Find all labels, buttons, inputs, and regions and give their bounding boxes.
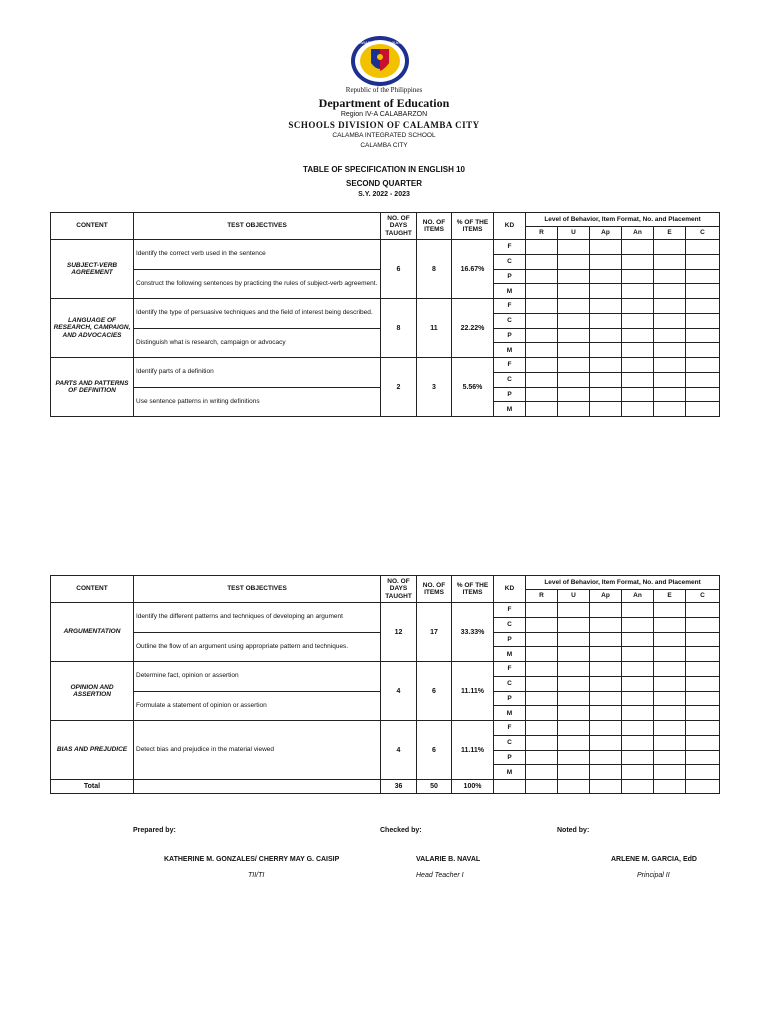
noted-by-name: ARLENE M. GARCIA, EdD xyxy=(611,856,697,863)
level-cell xyxy=(526,647,558,662)
level-cell xyxy=(590,387,622,402)
level-cell xyxy=(654,254,686,269)
region-line: Region IV-A CALABARZON xyxy=(340,111,428,118)
kd-code: P xyxy=(494,328,526,343)
level-cell xyxy=(526,328,558,343)
level-cell xyxy=(622,372,654,387)
level-header-e: E xyxy=(654,590,686,603)
level-cell xyxy=(654,343,686,358)
total-empty-cell xyxy=(558,780,590,794)
level-cell xyxy=(558,343,590,358)
level-cell xyxy=(686,735,720,750)
table-row xyxy=(51,358,720,373)
items-value: 6 xyxy=(417,662,452,721)
kd-code: M xyxy=(494,343,526,358)
items-value: 8 xyxy=(417,240,452,299)
test-objective: Determine fact, opinion or assertion xyxy=(134,662,381,692)
level-cell xyxy=(558,706,590,721)
level-cell xyxy=(622,721,654,736)
level-cell xyxy=(622,691,654,706)
document-title: TABLE OF SPECIFICATION IN ENGLISH 10 xyxy=(303,165,465,174)
level-cell xyxy=(558,617,590,632)
column-header-kd: KD xyxy=(494,213,526,240)
level-cell xyxy=(590,617,622,632)
prepared-by-title: TII/TI xyxy=(248,872,265,879)
kd-code: F xyxy=(494,721,526,736)
kd-code: C xyxy=(494,735,526,750)
level-cell xyxy=(558,721,590,736)
items-value: 3 xyxy=(417,358,452,417)
level-cell xyxy=(558,765,590,780)
test-objective: Detect bias and prejudice in the material viewed xyxy=(134,721,381,780)
level-cell xyxy=(526,662,558,677)
level-cell xyxy=(526,765,558,780)
total-empty-cell xyxy=(526,780,558,794)
total-label: Total xyxy=(51,780,134,794)
level-cell xyxy=(654,676,686,691)
level-cell xyxy=(654,721,686,736)
column-header-level: Level of Behavior, Item Format, No. and Placement xyxy=(526,213,720,227)
content-topic: OPINION AND ASSERTION xyxy=(51,662,134,721)
level-cell xyxy=(654,240,686,255)
level-header-u: U xyxy=(558,227,590,240)
level-cell xyxy=(622,750,654,765)
level-cell xyxy=(686,387,720,402)
kd-code: F xyxy=(494,358,526,373)
days-taught-value: 4 xyxy=(381,721,417,780)
table-row xyxy=(51,299,720,314)
level-cell xyxy=(686,372,720,387)
column-header-objectives: TEST OBJECTIVES xyxy=(134,576,381,603)
level-cell xyxy=(686,358,720,373)
level-cell xyxy=(622,706,654,721)
level-cell xyxy=(590,721,622,736)
table-row xyxy=(51,603,720,618)
column-header-content: CONTENT xyxy=(51,576,134,603)
level-cell xyxy=(686,706,720,721)
items-value: 11 xyxy=(417,299,452,358)
level-cell xyxy=(686,269,720,284)
total-empty-cell xyxy=(590,780,622,794)
checked-by-title: Head Teacher I xyxy=(416,872,464,879)
svg-text:KAGAWARAN NG EDUKASYON: KAGAWARAN NG EDUKASYON xyxy=(350,40,410,45)
level-cell xyxy=(590,269,622,284)
level-header-c: C xyxy=(686,227,720,240)
level-cell xyxy=(654,603,686,618)
level-cell xyxy=(558,313,590,328)
level-cell xyxy=(526,691,558,706)
level-cell xyxy=(622,647,654,662)
level-cell xyxy=(686,603,720,618)
level-cell xyxy=(590,765,622,780)
content-topic: PARTS AND PATTERNS OF DEFINITION xyxy=(51,358,134,417)
level-cell xyxy=(558,676,590,691)
column-header-objectives: TEST OBJECTIVES xyxy=(134,213,381,240)
test-objective: Distinguish what is research, campaign or advocacy xyxy=(134,328,381,358)
prepared-by-name: KATHERINE M. GONZALES/ CHERRY MAY G. CAISIP xyxy=(164,856,340,863)
level-header-ap: Ap xyxy=(590,227,622,240)
level-cell xyxy=(654,328,686,343)
level-cell xyxy=(558,299,590,314)
column-header-days: NO. OF DAYS TAUGHT xyxy=(381,576,417,603)
content-topic: ARGUMENTATION xyxy=(51,603,134,662)
kd-code: M xyxy=(494,402,526,417)
days-taught-value: 4 xyxy=(381,662,417,721)
level-cell xyxy=(558,254,590,269)
quarter-line: SECOND QUARTER xyxy=(345,179,422,188)
level-cell xyxy=(654,402,686,417)
level-cell xyxy=(526,617,558,632)
prepared-by-label: Prepared by: xyxy=(133,827,176,834)
kd-code: C xyxy=(494,617,526,632)
level-cell xyxy=(686,647,720,662)
specification-table-1 xyxy=(50,212,720,417)
level-cell xyxy=(590,402,622,417)
level-cell xyxy=(526,721,558,736)
level-cell xyxy=(622,662,654,677)
kd-code: M xyxy=(494,647,526,662)
level-cell xyxy=(622,387,654,402)
republic-line: Republic of the Philippines xyxy=(345,86,423,94)
level-cell xyxy=(686,750,720,765)
level-cell xyxy=(622,358,654,373)
specification-table-2 xyxy=(50,575,720,794)
column-header-items: NO. OF ITEMS xyxy=(417,213,452,240)
table-row xyxy=(51,721,720,736)
total-empty-cell xyxy=(494,780,526,794)
items-value: 6 xyxy=(417,721,452,780)
level-cell xyxy=(622,343,654,358)
kd-code: P xyxy=(494,632,526,647)
level-cell xyxy=(590,343,622,358)
level-cell xyxy=(526,313,558,328)
level-cell xyxy=(558,240,590,255)
level-cell xyxy=(590,313,622,328)
total-empty-cell xyxy=(622,780,654,794)
level-cell xyxy=(654,617,686,632)
total-days: 36 xyxy=(381,780,417,794)
level-cell xyxy=(558,284,590,299)
level-cell xyxy=(590,691,622,706)
level-cell xyxy=(622,603,654,618)
level-cell xyxy=(622,269,654,284)
level-header-e: E xyxy=(654,227,686,240)
level-cell xyxy=(622,617,654,632)
table-row xyxy=(51,662,720,677)
kd-code: C xyxy=(494,676,526,691)
test-objective: Identify the correct verb used in the sentence xyxy=(134,240,381,270)
level-header-an: An xyxy=(622,590,654,603)
checked-by-name: VALARIE B. NAVAL xyxy=(416,856,481,863)
level-cell xyxy=(654,765,686,780)
level-cell xyxy=(686,662,720,677)
column-header-content: CONTENT xyxy=(51,213,134,240)
deped-seal-icon xyxy=(349,35,411,87)
column-header-percent: % OF THE ITEMS xyxy=(452,213,494,240)
level-cell xyxy=(622,299,654,314)
level-cell xyxy=(558,269,590,284)
level-cell xyxy=(686,632,720,647)
division-line: SCHOOLS DIVISION OF CALAMBA CITY xyxy=(288,120,480,130)
kd-code: P xyxy=(494,691,526,706)
level-cell xyxy=(526,632,558,647)
level-header-an: An xyxy=(622,227,654,240)
level-cell xyxy=(686,617,720,632)
level-cell xyxy=(526,254,558,269)
noted-by-title: Principal II xyxy=(637,872,670,879)
percent-value: 16.67% xyxy=(452,240,494,299)
level-header-c: C xyxy=(686,590,720,603)
percent-value: 11.11% xyxy=(452,662,494,721)
level-cell xyxy=(654,691,686,706)
level-cell xyxy=(654,269,686,284)
level-cell xyxy=(686,284,720,299)
total-objective-cell xyxy=(134,780,381,794)
days-taught-value: 12 xyxy=(381,603,417,662)
kd-code: F xyxy=(494,662,526,677)
level-cell xyxy=(558,603,590,618)
level-cell xyxy=(686,328,720,343)
level-cell xyxy=(654,299,686,314)
level-cell xyxy=(590,647,622,662)
level-cell xyxy=(590,372,622,387)
test-objective: Use sentence patterns in writing definitions xyxy=(134,387,381,417)
column-header-days: NO. OF DAYS TAUGHT xyxy=(381,213,417,240)
kd-code: P xyxy=(494,269,526,284)
school-line: CALAMBA INTEGRATED SCHOOL xyxy=(332,132,436,139)
table-row xyxy=(51,240,720,255)
kd-code: F xyxy=(494,240,526,255)
content-topic: SUBJECT-VERB AGREEMENT xyxy=(51,240,134,299)
level-cell xyxy=(526,358,558,373)
column-header-items: NO. OF ITEMS xyxy=(417,576,452,603)
level-header-r: R xyxy=(526,227,558,240)
test-objective: Identify the type of persuasive techniques and the field of interest being described. xyxy=(134,299,381,329)
level-cell xyxy=(622,735,654,750)
level-cell xyxy=(654,632,686,647)
content-topic: BIAS AND PREJUDICE xyxy=(51,721,134,780)
level-cell xyxy=(686,240,720,255)
total-empty-cell xyxy=(654,780,686,794)
level-cell xyxy=(526,706,558,721)
days-taught-value: 8 xyxy=(381,299,417,358)
items-value: 17 xyxy=(417,603,452,662)
level-cell xyxy=(654,358,686,373)
level-cell xyxy=(526,299,558,314)
noted-by-label: Noted by: xyxy=(557,827,590,834)
total-empty-cell xyxy=(686,780,720,794)
level-cell xyxy=(622,240,654,255)
level-cell xyxy=(590,240,622,255)
level-cell xyxy=(686,691,720,706)
percent-value: 11.11% xyxy=(452,721,494,780)
total-percent: 100% xyxy=(452,780,494,794)
column-header-kd: KD xyxy=(494,576,526,603)
level-cell xyxy=(558,328,590,343)
level-cell xyxy=(558,662,590,677)
level-cell xyxy=(654,706,686,721)
kd-code: P xyxy=(494,387,526,402)
total-row xyxy=(51,780,720,794)
level-cell xyxy=(590,254,622,269)
level-cell xyxy=(686,721,720,736)
level-cell xyxy=(622,632,654,647)
level-cell xyxy=(558,750,590,765)
level-cell xyxy=(590,632,622,647)
checked-by-label: Checked by: xyxy=(380,827,422,834)
kd-code: C xyxy=(494,254,526,269)
total-items: 50 xyxy=(417,780,452,794)
days-taught-value: 6 xyxy=(381,240,417,299)
level-cell xyxy=(686,254,720,269)
school-year-line: S.Y. 2022 - 2023 xyxy=(358,191,410,198)
level-cell xyxy=(558,402,590,417)
level-cell xyxy=(654,647,686,662)
level-cell xyxy=(558,647,590,662)
level-cell xyxy=(622,313,654,328)
level-cell xyxy=(622,676,654,691)
level-cell xyxy=(654,662,686,677)
level-cell xyxy=(686,765,720,780)
kd-code: M xyxy=(494,765,526,780)
test-objective: Outline the flow of an argument using appropriate pattern and techniques. xyxy=(134,632,381,662)
kd-code: C xyxy=(494,313,526,328)
level-cell xyxy=(590,662,622,677)
level-cell xyxy=(526,284,558,299)
level-cell xyxy=(526,372,558,387)
level-cell xyxy=(526,735,558,750)
level-cell xyxy=(686,313,720,328)
column-header-percent: % OF THE ITEMS xyxy=(452,576,494,603)
city-line: CALAMBA CITY xyxy=(360,142,408,149)
level-cell xyxy=(590,328,622,343)
percent-value: 5.56% xyxy=(452,358,494,417)
level-cell xyxy=(558,735,590,750)
level-cell xyxy=(558,372,590,387)
level-cell xyxy=(590,358,622,373)
level-cell xyxy=(558,358,590,373)
level-cell xyxy=(622,765,654,780)
level-cell xyxy=(622,284,654,299)
level-cell xyxy=(590,299,622,314)
test-objective: Identify the different patterns and techniques of developing an argument xyxy=(134,603,381,633)
level-cell xyxy=(526,387,558,402)
level-cell xyxy=(558,691,590,706)
content-topic: LANGUAGE OF RESEARCH, CAMPAIGN, AND ADVOCACIES xyxy=(51,299,134,358)
level-cell xyxy=(558,387,590,402)
test-objective: Construct the following sentences by practicing the rules of subject-verb agreement. xyxy=(134,269,381,299)
level-cell xyxy=(686,299,720,314)
level-cell xyxy=(526,676,558,691)
level-cell xyxy=(686,343,720,358)
level-cell xyxy=(590,603,622,618)
days-taught-value: 2 xyxy=(381,358,417,417)
level-cell xyxy=(590,735,622,750)
level-cell xyxy=(622,402,654,417)
level-header-ap: Ap xyxy=(590,590,622,603)
kd-code: M xyxy=(494,284,526,299)
kd-code: F xyxy=(494,299,526,314)
kd-code: M xyxy=(494,706,526,721)
level-cell xyxy=(654,284,686,299)
level-cell xyxy=(654,372,686,387)
kd-code: C xyxy=(494,372,526,387)
level-cell xyxy=(590,676,622,691)
level-cell xyxy=(654,750,686,765)
level-cell xyxy=(622,328,654,343)
kd-code: F xyxy=(494,603,526,618)
department-title: Department of Education xyxy=(318,96,450,110)
level-cell xyxy=(686,676,720,691)
level-cell xyxy=(526,343,558,358)
level-cell xyxy=(526,750,558,765)
test-objective: Identify parts of a definition xyxy=(134,358,381,388)
percent-value: 33.33% xyxy=(452,603,494,662)
level-cell xyxy=(526,269,558,284)
level-cell xyxy=(654,735,686,750)
level-cell xyxy=(526,603,558,618)
level-cell xyxy=(526,402,558,417)
level-cell xyxy=(654,387,686,402)
level-cell xyxy=(590,284,622,299)
level-cell xyxy=(590,706,622,721)
level-cell xyxy=(558,632,590,647)
test-objective: Formulate a statement of opinion or assertion xyxy=(134,691,381,721)
percent-value: 22.22% xyxy=(452,299,494,358)
kd-code: P xyxy=(494,750,526,765)
level-cell xyxy=(686,402,720,417)
level-header-r: R xyxy=(526,590,558,603)
level-cell xyxy=(590,750,622,765)
column-header-level: Level of Behavior, Item Format, No. and Placement xyxy=(526,576,720,590)
level-cell xyxy=(622,254,654,269)
level-cell xyxy=(526,240,558,255)
level-cell xyxy=(654,313,686,328)
level-header-u: U xyxy=(558,590,590,603)
